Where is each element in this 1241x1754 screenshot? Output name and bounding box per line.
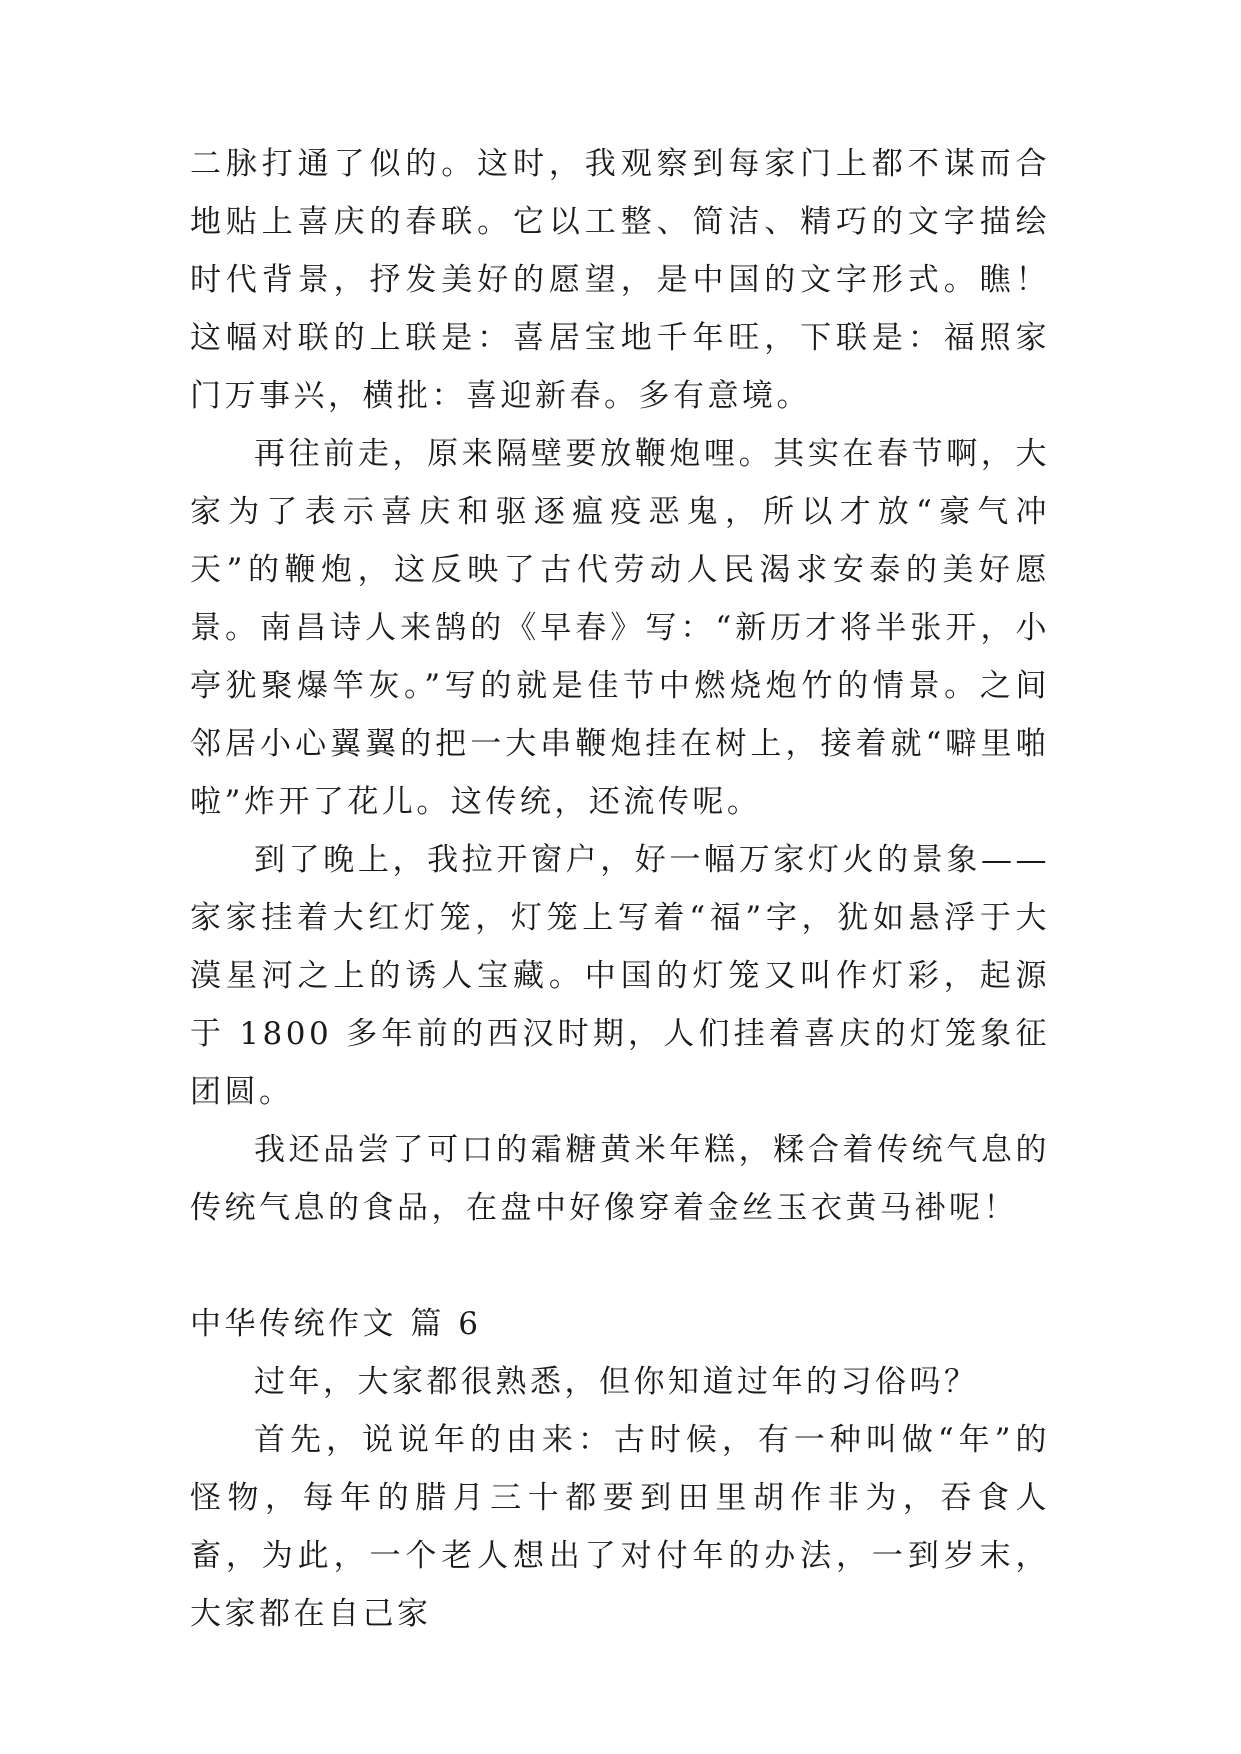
paragraph-firecrackers: 再往前走，原来隔壁要放鞭炮哩。其实在春节啊，大家为了表示喜庆和驱逐瘟疫恶鬼，所以才放“豪气冲天”的鞭炮，这反映了古代劳动人民渴求安泰的美好愿景。南昌诗人来鹄的《早春》写：“新历才将半张开，小亭犹聚爆竿灰。”写的就是佳节中燃烧炮竹的情景。之间邻居小心翼翼的把一大串鞭炮挂在树上，接着就“噼里啪啦”炸开了花儿。这传统，还流传呢。 <box>190 436 1050 820</box>
continued-paragraph: 二脉打通了似的。这时，我观察到每家门上都不谋而合地贴上喜庆的春联。它以工整、简洁、精巧的文字描绘时代背景，抒发美好的愿望，是中国的文字形式。瞧！这幅对联的上联是：喜居宝地千年旺，下联是：福照家门万事兴，横批：喜迎新春。多有意境。 <box>190 146 1050 414</box>
paragraph-new-year-customs: 过年，大家都很熟悉，但你知道过年的习俗吗？ <box>254 1364 979 1400</box>
paragraph-nian-origin: 首先，说说年的由来：古时候，有一种叫做“年”的怪物，每年的腊月三十都要到田里胡作非为，吞食人畜，为此，一个老人想出了对付年的办法，一到岁末，大家都在自己家 <box>190 1422 1050 1632</box>
section-title: 中华传统作文 篇 6 <box>190 1306 482 1342</box>
paragraph-rice-cake: 我还品尝了可口的霜糖黄米年糕，糅合着传统气息的传统气息的食品，在盘中好像穿着金丝玉衣黄马褂呢！ <box>190 1132 1050 1226</box>
paragraph-lanterns: 到了晚上，我拉开窗户，好一幅万家灯火的景象——家家挂着大红灯笼，灯笼上写着“福”字，犹如悬浮于大漠星河之上的诱人宝藏。中国的灯笼又叫作灯彩，起源于 1800 多年前的西汉时期，人们挂着喜庆的灯笼象征团圆。 <box>190 842 1050 1110</box>
document-body <box>190 135 1050 1643</box>
